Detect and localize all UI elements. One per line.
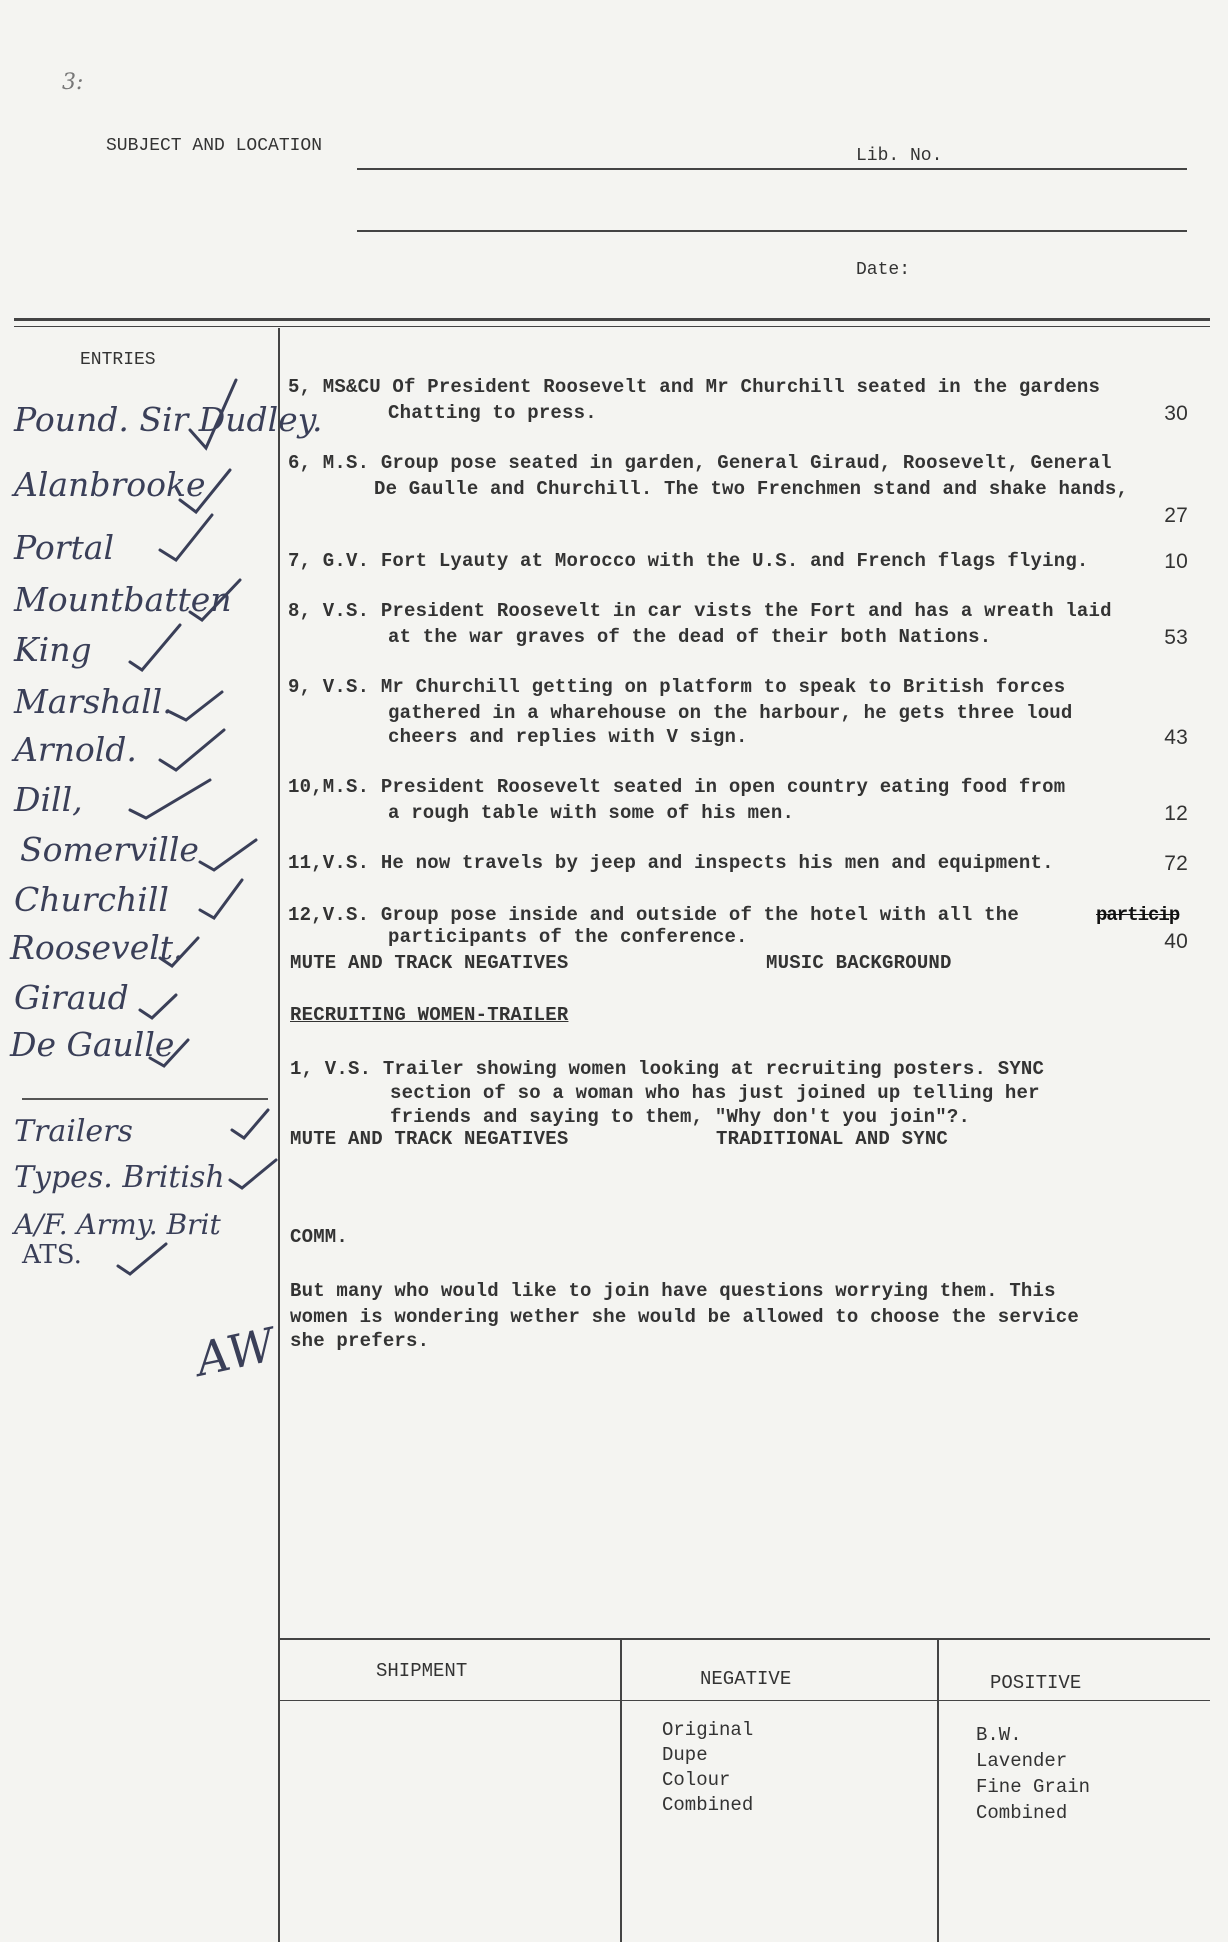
extra-af-army: A/F. Army. Brit (14, 1208, 221, 1241)
initials-signature: AW (191, 1317, 280, 1387)
entry-5-duration: 30 (1164, 402, 1188, 425)
check-mark-icon (140, 995, 176, 1018)
date-label: Date: (856, 260, 911, 280)
positive-option: Fine Grain (976, 1776, 1091, 1798)
name-roosevelt: Roosevelt. (10, 928, 184, 967)
comm-line2: women is wondering wether she would be allowed to choose the service (290, 1306, 1079, 1328)
name-churchill: Churchill (14, 880, 169, 919)
music-background: MUSIC BACKGROUND (766, 952, 952, 974)
entry-11-duration: 72 (1164, 852, 1188, 875)
entry-8-line1: 8, V.S. President Roosevelt in car vists the Fort and has a wreath laid (288, 600, 1112, 622)
comm-line1: But many who would like to join have questions worrying them. This (290, 1280, 1056, 1302)
entry-9-line2: gathered in a wharehouse on the harbour, he gets three loud (388, 702, 1073, 724)
subject-line (357, 168, 1187, 170)
mute-track-1: MUTE AND TRACK NEGATIVES (290, 952, 569, 974)
check-mark-icon (118, 1244, 166, 1274)
extra-ats: ATS. (22, 1240, 82, 1270)
recruiting-line2: section of so a woman who has just joined up telling her (390, 1082, 1040, 1104)
entry-9-duration: 43 (1164, 726, 1188, 749)
shipment-label: SHIPMENT (376, 1660, 468, 1682)
name-somerville: Somerville (20, 830, 199, 869)
check-mark-icon (230, 1160, 276, 1188)
entry-8-duration: 53 (1164, 626, 1188, 649)
entries-heading: ENTRIES (80, 350, 156, 370)
check-mark-icon (130, 625, 180, 670)
sidebar-separator (22, 1098, 268, 1100)
entry-6 (288, 452, 1188, 532)
subject-location-label: SUBJECT AND LOCATION (106, 136, 323, 156)
name-pound: Pound. Sir Dudley. (14, 400, 323, 439)
entry-11 (288, 852, 1188, 882)
name-portal: Portal (14, 528, 114, 567)
name-giraud: Giraud (14, 978, 129, 1017)
entry-10 (288, 776, 1188, 832)
footer-top-line (278, 1638, 1210, 1640)
comm-label: COMM. (290, 1226, 349, 1248)
entry-5-line1: 5, MS&CU Of President Roosevelt and Mr Churchill seated in the gardens (288, 376, 1101, 398)
recruiting-line1: 1, V.S. Trailer showing women looking at recruiting posters. SYNC (290, 1058, 1045, 1080)
entry-11-line1: 11,V.S. He now travels by jeep and inspects his men and equipment. (288, 852, 1054, 874)
positive-options (976, 1722, 1090, 1826)
entry-10-line2: a rough table with some of his men. (388, 802, 795, 824)
check-mark-icon (200, 840, 256, 870)
entry-9-line3: cheers and replies with V sign. (388, 726, 748, 748)
positive-option: B.W. (976, 1724, 1022, 1746)
recruiting-heading: RECRUITING WOMEN-TRAILER (290, 1004, 569, 1026)
entry-8-line2: at the war graves of the dead of their both Nations. (388, 626, 992, 648)
check-mark-icon (150, 1040, 188, 1066)
negative-option: Combined (662, 1794, 754, 1816)
entry-12-duration: 40 (1164, 930, 1188, 953)
entry-6-line2: De Gaulle and Churchill. The two Frenchmen stand and shake hands, (374, 478, 1129, 500)
comm-line3: she prefers. (290, 1330, 430, 1352)
entry-5 (288, 376, 1188, 436)
entry-8 (288, 600, 1188, 656)
entry-7-duration: 10 (1164, 550, 1188, 573)
check-mark-icon (160, 730, 224, 770)
check-mark-icon (190, 580, 240, 620)
check-mark-icon (160, 938, 198, 966)
positive-option: Combined (976, 1802, 1068, 1824)
negative-option: Dupe (662, 1744, 708, 1766)
check-mark-icon (232, 1110, 268, 1138)
check-mark-icon (180, 470, 230, 512)
name-marshall: Marshall. (14, 682, 173, 721)
checkmarks (0, 0, 300, 1420)
footer-divider-1 (620, 1638, 622, 1942)
entry-7-line1: 7, G.V. Fort Lyauty at Morocco with the U.S. and French flags flying. (288, 550, 1089, 572)
entry-9 (288, 676, 1188, 756)
entry-5-line2: Chatting to press. (388, 402, 597, 424)
entry-6-line1: 6, M.S. Group pose seated in garden, General Giraud, Roosevelt, General (288, 452, 1112, 474)
negative-option: Original (662, 1719, 754, 1741)
check-mark-icon (190, 380, 236, 448)
check-mark-icon (130, 780, 210, 818)
positive-option: Lavender (976, 1750, 1068, 1772)
check-mark-icon (170, 692, 222, 720)
entry-10-line1: 10,M.S. President Roosevelt seated in open country eating food from (288, 776, 1066, 798)
recruiting-line3: friends and saying to them, "Why don't you join"?. (390, 1106, 971, 1128)
entry-7 (288, 550, 1188, 580)
subject-line-2 (357, 230, 1187, 232)
name-dill: Dill, (14, 780, 83, 819)
negative-option: Colour (662, 1769, 731, 1791)
lib-no-label: Lib. No. (856, 146, 943, 166)
name-alanbrooke: Alanbrooke (14, 465, 206, 504)
negative-label: NEGATIVE (700, 1668, 792, 1690)
entry-12-line1: 12,V.S. Group pose inside and outside of the hotel with all the (288, 904, 1019, 926)
name-king: King (14, 630, 92, 669)
corner-mark: 3: (62, 70, 84, 95)
check-mark-icon (200, 880, 242, 918)
name-de-gaulle: De Gaulle (10, 1025, 175, 1064)
extra-trailers: Trailers (14, 1114, 133, 1149)
name-mountbatten: Mountbatten (14, 580, 232, 619)
entry-12-line2: participants of the conference. (388, 926, 748, 948)
traditional-sync: TRADITIONAL AND SYNC (716, 1128, 949, 1150)
negative-options (662, 1718, 753, 1818)
entry-12-overstrike: particip (1096, 904, 1180, 926)
footer-divider-2 (937, 1638, 939, 1942)
positive-label: POSITIVE (990, 1672, 1082, 1694)
entry-6-duration: 27 (1164, 504, 1188, 527)
entry-9-line1: 9, V.S. Mr Churchill getting on platform to speak to British forces (288, 676, 1066, 698)
footer-mid-line (278, 1700, 1210, 1701)
mute-track-2: MUTE AND TRACK NEGATIVES (290, 1128, 569, 1150)
name-arnold: Arnold. (14, 730, 137, 769)
check-mark-icon (160, 515, 212, 560)
entry-10-duration: 12 (1164, 802, 1188, 825)
extra-types: Types. British (14, 1160, 225, 1195)
